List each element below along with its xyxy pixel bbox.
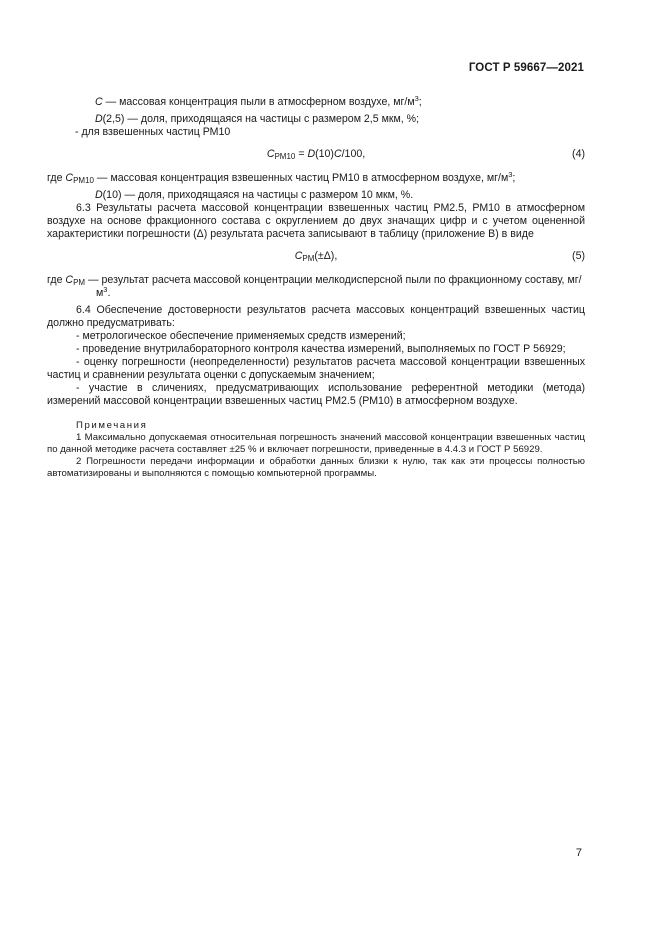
subscript-pm: PM [302,254,315,263]
list-item-uncertainty: - оценку погрешности (неопределенности) результатов расчета массовой концентрации взвешенных частиц и сравнении результата оценки с допускаемым значением; [47,356,585,381]
definition-c-end: ; [418,96,422,108]
formula-mid: (10) [315,148,334,160]
note-1: 1 Максимально допускаемая относительная погрешность значений массовой концентрации взвешенных частиц по данной методике расчета составляет ±25 % и включает погрешности, приведенные в 4.4.3 и ГОСТ Р 56929. [47,432,585,455]
var-d: D [95,189,103,201]
definition-cpm-text: — результат расчета массовой концентрации мелкодисперсной пыли по фракционному составу, мг/м [85,274,582,299]
document-code: ГОСТ Р 59667—2021 [468,62,584,74]
definition-cpm10-end: ; [512,172,516,184]
note-2: 2 Погрешности передачи информации и обработки данных близки к нулю, так как эти процессы полностью автоматизированы и выполняются с помощью компьютерной программы. [47,456,585,479]
var-c: C [266,148,275,160]
definition-d10-text: (10) — доля, приходящаяся на частицы с размером 10 мкм, %. [102,189,414,201]
definition-c [47,96,585,109]
var-c2: C [333,148,342,160]
list-item-metrology: - метрологическое обеспечение применяемых средств измерений; [76,330,406,342]
list-item-pm10: - для взвешенных частиц РМ10 [75,126,231,138]
var-c: C [65,274,74,286]
definition-cpm-end: . [107,287,111,299]
paragraph-6-4: 6.4 Обеспечение достоверности результатов расчета массовых концентраций взвешенных частиц должно предусматривать: [47,304,585,329]
formula-4-expression [47,148,585,161]
unit-exponent: 3 [103,285,108,294]
definition-cpm10-text: — массовая концентрация взвешенных частиц РМ10 в атмосферном воздухе, мг/м [93,172,509,184]
var-c: C [95,96,103,108]
definition-d25-text: (2,5) — доля, приходящаяся на частицы с размером 2,5 мкм, %; [102,113,420,125]
page-number: 7 [575,847,582,859]
subscript-pm: PM [73,278,86,287]
formula-5-expression [47,250,585,263]
paragraph-6-3: 6.3 Результаты расчета массовой концентрации взвешенных частиц РМ2.5, РМ10 в атмосферном воздухе на основе фракционного состава с округлением до двух значащих цифр и с учетом оцененной характеристики погрешности (Δ) результата расчета записывают в таблицу (приложение В) в виде [47,202,585,240]
formula-5-number: (5) [572,250,585,262]
where-word: где [47,172,66,184]
unit-exponent: 3 [508,170,513,179]
var-c: C [294,250,303,262]
definition-cpm10 [47,172,585,185]
definition-c-text: — массовая концентрация пыли в атмосферном воздухе, мг/м [102,96,415,108]
definition-d25 [47,113,585,126]
formula-4 [47,148,585,162]
unit-exponent: 3 [414,94,419,103]
page-body [47,96,585,480]
formula-4-number: (4) [572,148,585,160]
formula-5 [47,250,585,264]
notes-title: Примечания [76,420,148,431]
var-d: D [95,113,103,125]
where-word: где [47,274,66,286]
subscript-pm10: PM10 [73,176,94,185]
notes-block [47,420,585,480]
list-item-comparisons: - участие в сличениях, предусматривающих использование референтной методики (метода) измерений массовой концентрации взвешенных частиц РМ2.5 (РМ10) в атмосферном воздухе. [47,382,585,407]
subscript-pm10: PM10 [274,152,296,161]
definition-d10 [47,189,585,202]
formula-tail: (±Δ), [314,250,338,262]
definition-cpm [47,274,585,300]
var-c: C [65,172,74,184]
list-item-quality-control: - проведение внутрилабораторного контроля качества измерений, выполняемых по ГОСТ Р 56929; [76,343,566,355]
formula-tail: /100, [341,148,366,160]
var-d: D [307,148,316,160]
equals: = [295,148,308,160]
